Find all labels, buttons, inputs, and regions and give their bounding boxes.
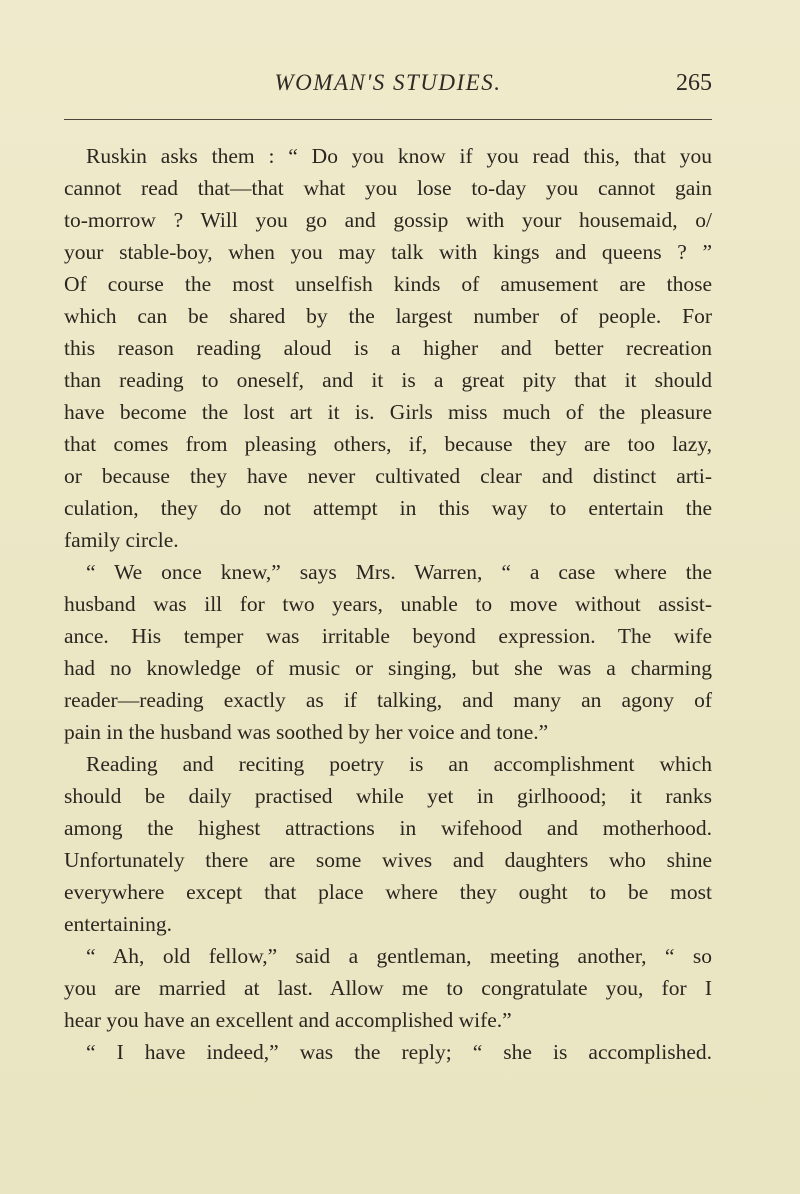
text-line: among the highest attractions in wifehood and motherhood. <box>64 816 712 840</box>
text-line: pain in the husband was soothed by her voice and tone.” <box>64 720 549 744</box>
running-head <box>64 70 712 110</box>
text-line: or because they have never cultivated clear and distinct arti- <box>64 464 712 488</box>
text-line: entertaining. <box>64 912 173 936</box>
text-line: which can be shared by the largest number of people. For <box>64 304 712 328</box>
text-line: hear you have an excellent and accomplished wife.” <box>64 1008 512 1032</box>
text-line: this reason reading aloud is a higher and better recreation <box>64 336 712 360</box>
text-line: everywhere except that place where they ought to be most <box>64 880 712 904</box>
text-line: than reading to oneself, and it is a great pity that it should <box>64 368 712 392</box>
body-text <box>64 140 712 1068</box>
text-line: have become the lost art it is. Girls miss much of the pleasure <box>64 400 712 424</box>
text-line: culation, they do not attempt in this way to entertain the <box>64 496 712 520</box>
text-line: “ Ah, old fellow,” said a gentleman, meeting another, “ so <box>86 944 712 968</box>
text-line: cannot read that—that what you lose to-day you cannot gain <box>64 176 712 200</box>
text-line: you are married at last. Allow me to congratulate you, for I <box>64 976 712 1000</box>
text-line: Of course the most unselfish kinds of amusement are those <box>64 272 712 296</box>
text-line: husband was ill for two years, unable to move without assist- <box>64 592 712 616</box>
text-line: Unfortunately there are some wives and daughters who shine <box>64 848 712 872</box>
text-line: had no knowledge of music or singing, but she was a charming <box>64 656 712 680</box>
page-number: 265 <box>676 70 712 96</box>
text-line: to-morrow ? Will you go and gossip with your housemaid, o/ <box>64 208 712 232</box>
text-line: that comes from pleasing others, if, because they are too lazy, <box>64 432 712 456</box>
text-line: “ I have indeed,” was the reply; “ she is accomplished. <box>86 1040 712 1064</box>
running-title: WOMAN'S STUDIES. <box>274 70 502 95</box>
text-line: family circle. <box>64 528 179 552</box>
text-line: your stable-boy, when you may talk with kings and queens ? ” <box>64 240 712 264</box>
header-rule <box>64 119 712 120</box>
text-line: should be daily practised while yet in girlhoood; it ranks <box>64 784 712 808</box>
text-line: reader—reading exactly as if talking, and many an agony of <box>64 688 712 712</box>
text-line: Reading and reciting poetry is an accomplishment which <box>86 752 712 776</box>
text-line: “ We once knew,” says Mrs. Warren, “ a case where the <box>86 560 712 584</box>
text-line: ance. His temper was irritable beyond expression. The wife <box>64 624 712 648</box>
text-line: Ruskin asks them : “ Do you know if you read this, that you <box>86 144 712 168</box>
